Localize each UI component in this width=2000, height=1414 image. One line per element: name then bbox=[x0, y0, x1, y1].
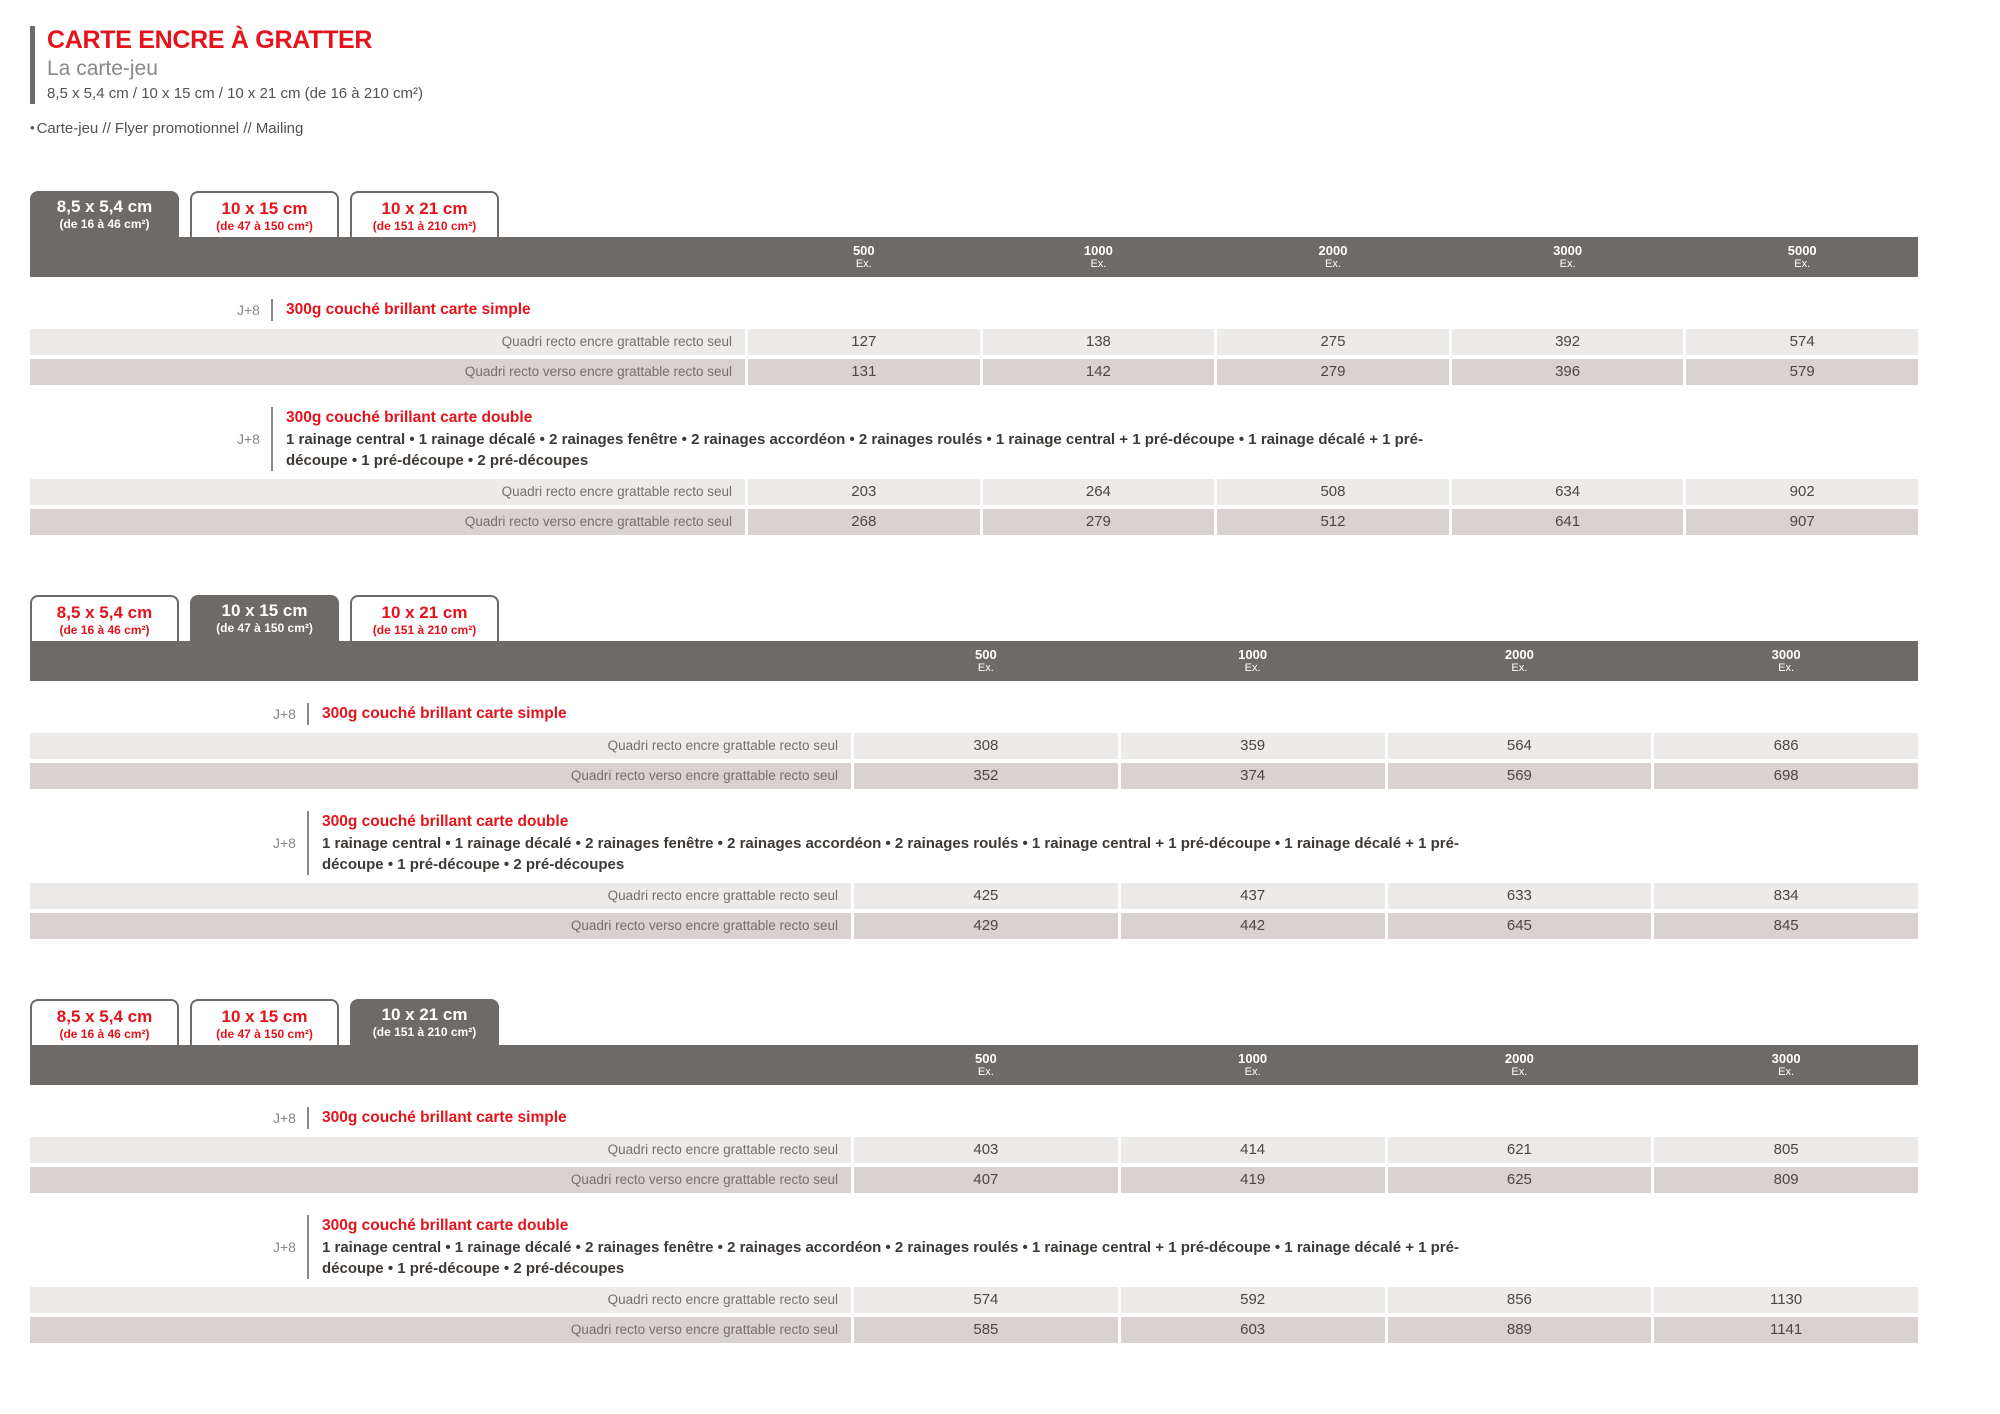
price-rows bbox=[30, 733, 1918, 789]
block-head bbox=[30, 1215, 1918, 1279]
vertical-divider bbox=[307, 1215, 309, 1279]
delay-label: J+8 bbox=[273, 1110, 296, 1126]
price-row bbox=[30, 733, 1918, 759]
row-label: Quadri recto encre grattable recto seul bbox=[30, 733, 851, 759]
price-cell: 512 bbox=[1217, 509, 1449, 535]
block-head bbox=[30, 299, 1918, 321]
price-cell: 1141 bbox=[1654, 1317, 1918, 1343]
price-row bbox=[30, 1137, 1918, 1163]
price-cell: 392 bbox=[1452, 329, 1684, 355]
price-row bbox=[30, 913, 1918, 939]
quantity-column-2000: 2000 Ex. bbox=[1504, 646, 1534, 674]
quantity-column-1000: 1000 Ex. bbox=[1238, 646, 1268, 674]
price-cell: 592 bbox=[1121, 1287, 1385, 1313]
price-cell: 585 bbox=[854, 1317, 1118, 1343]
head-text bbox=[286, 407, 1436, 471]
price-cell: 809 bbox=[1654, 1167, 1918, 1193]
price-row bbox=[30, 763, 1918, 789]
head-text bbox=[322, 1107, 567, 1129]
block-head bbox=[30, 1107, 1918, 1129]
price-cell: 698 bbox=[1654, 763, 1918, 789]
tab-10x15-cm[interactable] bbox=[190, 595, 339, 641]
price-cell: 686 bbox=[1654, 733, 1918, 759]
row-label: Quadri recto verso encre grattable recto seul bbox=[30, 913, 851, 939]
price-cell: 279 bbox=[983, 509, 1215, 535]
page-sizes: 8,5 x 5,4 cm / 10 x 15 cm / 10 x 21 cm (de 16 à 210 cm²) bbox=[47, 85, 423, 102]
uses-line bbox=[30, 120, 1918, 137]
price-cell: 407 bbox=[854, 1167, 1118, 1193]
block-head bbox=[30, 407, 1918, 471]
size-section-85x54 bbox=[30, 191, 1918, 535]
price-cell: 579 bbox=[1686, 359, 1918, 385]
uses-text: Carte-jeu // Flyer promotionnel // Mailing bbox=[36, 120, 304, 137]
delay-label: J+8 bbox=[273, 835, 296, 851]
price-cell: 138 bbox=[983, 329, 1215, 355]
delay-label: J+8 bbox=[273, 706, 296, 722]
block-head bbox=[30, 703, 1918, 725]
price-row bbox=[30, 329, 1918, 355]
price-cell: 374 bbox=[1121, 763, 1385, 789]
head-text bbox=[322, 811, 1472, 875]
product-title: 300g couché brillant carte double bbox=[321, 1217, 569, 1234]
tab-range-label: (de 151 à 210 cm²) bbox=[372, 1025, 477, 1039]
product-title: 300g couché brillant carte double bbox=[321, 813, 569, 830]
price-cell: 603 bbox=[1121, 1317, 1385, 1343]
size-tabs bbox=[30, 595, 1918, 641]
price-cell: 264 bbox=[983, 479, 1215, 505]
page-subtitle: La carte-jeu bbox=[47, 57, 158, 80]
size-tabs bbox=[30, 999, 1918, 1045]
price-cell: 429 bbox=[854, 913, 1118, 939]
price-cell: 268 bbox=[748, 509, 980, 535]
price-cell: 419 bbox=[1121, 1167, 1385, 1193]
product-block-carte-simple bbox=[30, 299, 1918, 385]
tab-10x21-cm[interactable] bbox=[350, 191, 499, 237]
tab-size-label: 10 x 21 cm bbox=[381, 1005, 468, 1024]
price-cell: 396 bbox=[1452, 359, 1684, 385]
vertical-divider bbox=[307, 1107, 309, 1129]
tab-size-label: 10 x 15 cm bbox=[221, 601, 308, 620]
vertical-divider bbox=[307, 811, 309, 875]
price-cell: 131 bbox=[748, 359, 980, 385]
row-label: Quadri recto verso encre grattable recto seul bbox=[30, 359, 745, 385]
price-cell: 352 bbox=[854, 763, 1118, 789]
price-cell: 414 bbox=[1121, 1137, 1385, 1163]
bullet-icon: • bbox=[30, 120, 35, 135]
price-rows bbox=[30, 1137, 1918, 1193]
pricing-page bbox=[30, 0, 1918, 1343]
price-row bbox=[30, 509, 1918, 535]
product-title: 300g couché brillant carte simple bbox=[285, 301, 531, 318]
delay-label: J+8 bbox=[237, 431, 260, 447]
price-cell: 625 bbox=[1388, 1167, 1652, 1193]
quantity-column-3000: 3000 Ex. bbox=[1553, 242, 1583, 270]
vertical-divider bbox=[307, 703, 309, 725]
quantity-spacer bbox=[30, 237, 745, 277]
price-cell: 142 bbox=[983, 359, 1215, 385]
tab-size-label: 10 x 21 cm bbox=[381, 199, 468, 218]
size-section-10x15 bbox=[30, 595, 1918, 939]
tab-size-label: 10 x 15 cm bbox=[221, 199, 308, 218]
vertical-divider bbox=[271, 299, 273, 321]
block-head bbox=[30, 811, 1918, 875]
tab-85x54-cm[interactable] bbox=[30, 191, 179, 237]
delay-label: J+8 bbox=[237, 302, 260, 318]
price-cell: 564 bbox=[1388, 733, 1652, 759]
price-cell: 889 bbox=[1388, 1317, 1652, 1343]
price-cell: 308 bbox=[854, 733, 1118, 759]
price-row bbox=[30, 883, 1918, 909]
quantity-column-2000: 2000 Ex. bbox=[1318, 242, 1348, 270]
tab-size-label: 8,5 x 5,4 cm bbox=[56, 197, 153, 216]
row-label: Quadri recto verso encre grattable recto seul bbox=[30, 1317, 851, 1343]
head-text bbox=[322, 703, 567, 725]
price-cell: 442 bbox=[1121, 913, 1385, 939]
vertical-divider bbox=[271, 407, 273, 471]
quantity-spacer bbox=[30, 1045, 851, 1085]
price-rows bbox=[30, 479, 1918, 535]
product-block-carte-double bbox=[30, 1215, 1918, 1343]
tab-size-label: 8,5 x 5,4 cm bbox=[56, 603, 153, 622]
tab-range-label: (de 47 à 150 cm²) bbox=[216, 621, 313, 635]
product-title: 300g couché brillant carte simple bbox=[321, 1109, 567, 1126]
price-cell: 845 bbox=[1654, 913, 1918, 939]
price-rows bbox=[30, 329, 1918, 385]
quantity-column-5000: 5000 Ex. bbox=[1787, 242, 1817, 270]
row-label: Quadri recto encre grattable recto seul bbox=[30, 883, 851, 909]
price-row bbox=[30, 1167, 1918, 1193]
quantity-header-bar bbox=[30, 641, 1918, 681]
row-label: Quadri recto verso encre grattable recto seul bbox=[30, 763, 851, 789]
price-cell: 508 bbox=[1217, 479, 1449, 505]
price-cell: 641 bbox=[1452, 509, 1684, 535]
price-cell: 574 bbox=[854, 1287, 1118, 1313]
page-title: CARTE ENCRE À GRATTER bbox=[47, 26, 373, 54]
head-text bbox=[322, 1215, 1472, 1279]
quantity-column-3000: 3000 Ex. bbox=[1771, 1050, 1801, 1078]
quantity-column-1000: 1000 Ex. bbox=[1238, 1050, 1268, 1078]
price-row bbox=[30, 1317, 1918, 1343]
price-cell: 634 bbox=[1452, 479, 1684, 505]
quantity-column-2000: 2000 Ex. bbox=[1504, 1050, 1534, 1078]
tab-range-label: (de 151 à 210 cm²) bbox=[372, 219, 477, 233]
price-cell: 359 bbox=[1121, 733, 1385, 759]
price-cell: 403 bbox=[854, 1137, 1118, 1163]
tab-range-label: (de 47 à 150 cm²) bbox=[216, 219, 313, 233]
row-label: Quadri recto verso encre grattable recto seul bbox=[30, 509, 745, 535]
price-cell: 437 bbox=[1121, 883, 1385, 909]
price-cell: 633 bbox=[1388, 883, 1652, 909]
product-description: 1 rainage central • 1 rainage décalé • 2 rainages fenêtre • 2 rainages accordéon • 2 rainages roulés • 1 rainage central + 1 pré-découpe • 1 rainage décalé + 1 pré-découpe • 1 pré-découpe • 2 pré-découpes bbox=[285, 431, 1423, 469]
size-tabs bbox=[30, 191, 1918, 237]
row-label: Quadri recto encre grattable recto seul bbox=[30, 479, 745, 505]
price-cell: 902 bbox=[1686, 479, 1918, 505]
quantity-column-500: 500 Ex. bbox=[975, 646, 997, 674]
product-description: 1 rainage central • 1 rainage décalé • 2 rainages fenêtre • 2 rainages accordéon • 2 rainages roulés • 1 rainage central + 1 pré-découpe • 1 rainage décalé + 1 pré-découpe • 1 pré-découpe • 2 pré-découpes bbox=[321, 1239, 1459, 1277]
price-cell: 425 bbox=[854, 883, 1118, 909]
tab-size-label: 10 x 21 cm bbox=[381, 603, 468, 622]
price-cell: 1130 bbox=[1654, 1287, 1918, 1313]
tab-10x15-cm[interactable] bbox=[190, 999, 339, 1045]
price-cell: 856 bbox=[1388, 1287, 1652, 1313]
tab-10x21-cm[interactable] bbox=[350, 595, 499, 641]
price-cell: 834 bbox=[1654, 883, 1918, 909]
quantity-column-500: 500 Ex. bbox=[852, 242, 875, 270]
product-title: 300g couché brillant carte double bbox=[285, 409, 533, 426]
product-block-carte-double bbox=[30, 407, 1918, 535]
tab-size-label: 8,5 x 5,4 cm bbox=[56, 1007, 153, 1026]
tab-10x15-cm[interactable] bbox=[190, 191, 339, 237]
price-cell: 907 bbox=[1686, 509, 1918, 535]
quantity-header-bar bbox=[30, 1045, 1918, 1085]
product-title: 300g couché brillant carte simple bbox=[321, 705, 567, 722]
price-cell: 279 bbox=[1217, 359, 1449, 385]
quantity-column-3000: 3000 Ex. bbox=[1771, 646, 1801, 674]
price-row bbox=[30, 359, 1918, 385]
price-cell: 569 bbox=[1388, 763, 1652, 789]
price-cell: 621 bbox=[1388, 1137, 1652, 1163]
price-cell: 574 bbox=[1686, 329, 1918, 355]
tab-85x54-cm[interactable] bbox=[30, 595, 179, 641]
row-label: Quadri recto encre grattable recto seul bbox=[30, 1287, 851, 1313]
tab-range-label: (de 16 à 46 cm²) bbox=[59, 1027, 150, 1041]
price-row bbox=[30, 479, 1918, 505]
tab-10x21-cm[interactable] bbox=[350, 999, 499, 1045]
row-label: Quadri recto verso encre grattable recto seul bbox=[30, 1167, 851, 1193]
title-block bbox=[30, 26, 1918, 104]
quantity-column-500: 500 Ex. bbox=[975, 1050, 997, 1078]
tab-size-label: 10 x 15 cm bbox=[221, 1007, 308, 1026]
tab-range-label: (de 16 à 46 cm²) bbox=[59, 623, 150, 637]
tab-85x54-cm[interactable] bbox=[30, 999, 179, 1045]
product-block-carte-simple bbox=[30, 1107, 1918, 1193]
quantity-header-bar bbox=[30, 237, 1918, 277]
quantity-spacer bbox=[30, 641, 851, 681]
price-cell: 805 bbox=[1654, 1137, 1918, 1163]
price-row bbox=[30, 1287, 1918, 1313]
price-cell: 127 bbox=[748, 329, 980, 355]
delay-label: J+8 bbox=[273, 1239, 296, 1255]
head-text bbox=[286, 299, 531, 321]
row-label: Quadri recto encre grattable recto seul bbox=[30, 329, 745, 355]
tab-range-label: (de 151 à 210 cm²) bbox=[372, 623, 477, 637]
quantity-column-1000: 1000 Ex. bbox=[1083, 242, 1113, 270]
product-description: 1 rainage central • 1 rainage décalé • 2 rainages fenêtre • 2 rainages accordéon • 2 rainages roulés • 1 rainage central + 1 pré-découpe • 1 rainage décalé + 1 pré-découpe • 1 pré-découpe • 2 pré-découpes bbox=[321, 835, 1459, 873]
price-cell: 645 bbox=[1388, 913, 1652, 939]
tab-range-label: (de 47 à 150 cm²) bbox=[216, 1027, 313, 1041]
row-label: Quadri recto encre grattable recto seul bbox=[30, 1137, 851, 1163]
size-section-10x21 bbox=[30, 999, 1918, 1343]
price-cell: 203 bbox=[748, 479, 980, 505]
price-rows bbox=[30, 883, 1918, 939]
tab-range-label: (de 16 à 46 cm²) bbox=[59, 217, 150, 231]
product-block-carte-double bbox=[30, 811, 1918, 939]
product-block-carte-simple bbox=[30, 703, 1918, 789]
price-rows bbox=[30, 1287, 1918, 1343]
price-cell: 275 bbox=[1217, 329, 1449, 355]
